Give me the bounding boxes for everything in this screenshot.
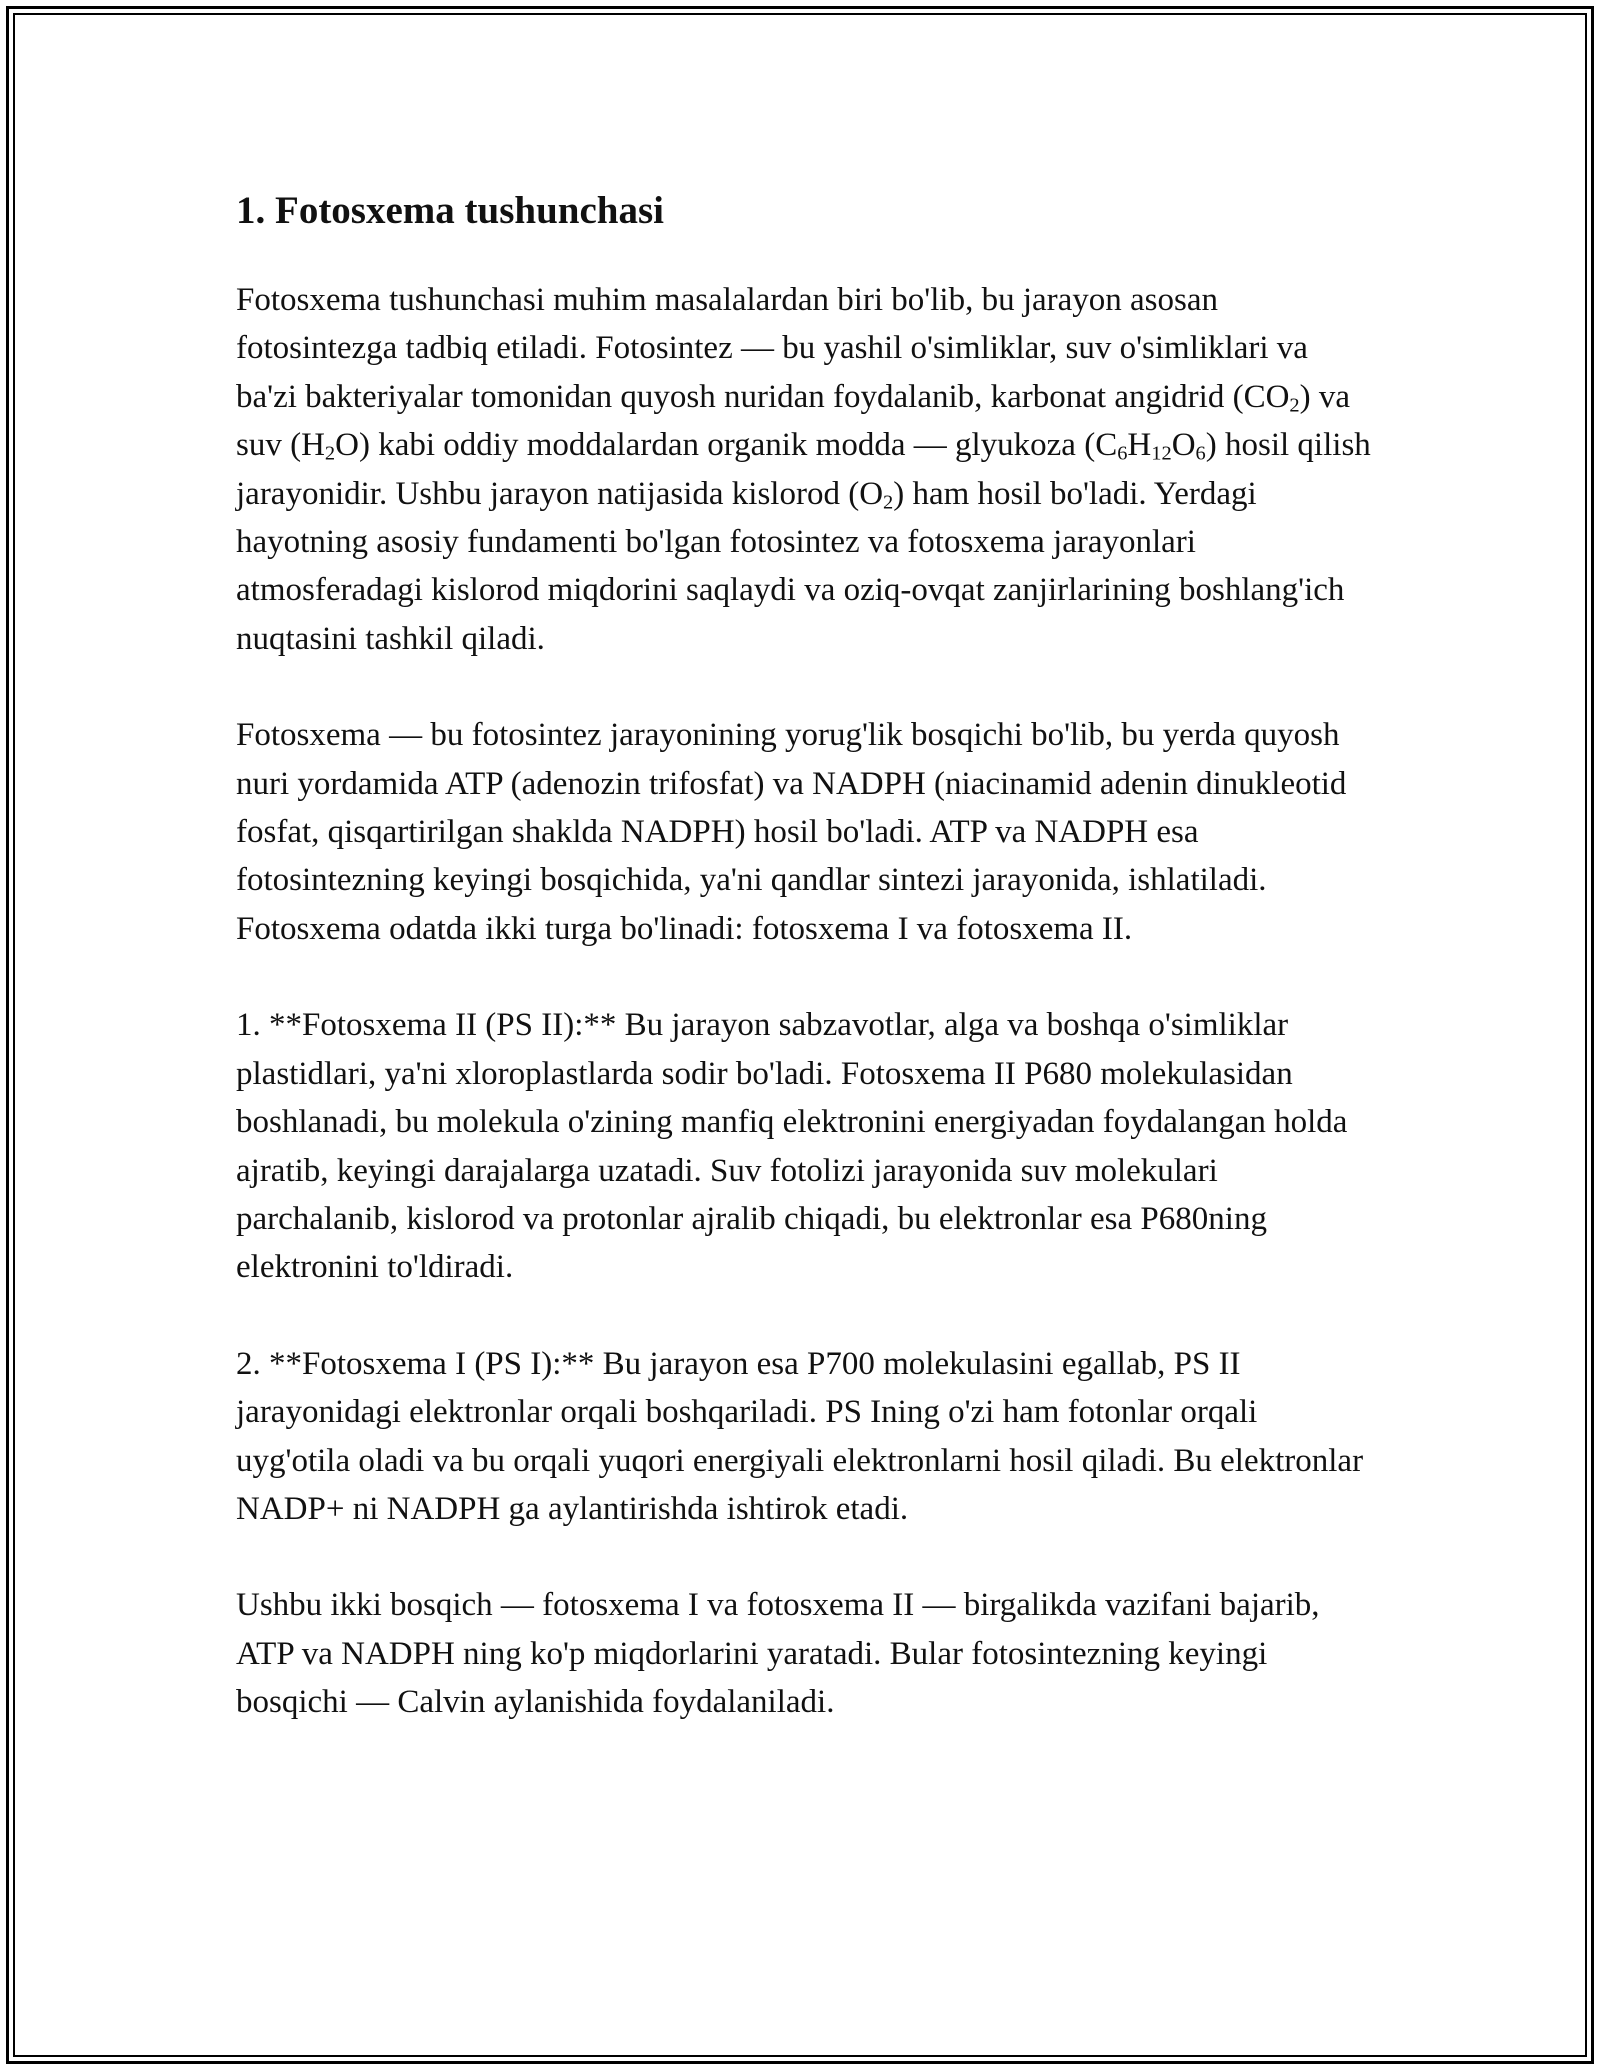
document-body [236, 186, 1376, 1775]
paragraph-ps-i: 2. **Fotosxema I (PS I):** Bu jarayon esa P700 molekulasini egallab, PS II jarayonidagi elektronlar orqali boshqariladi. PS Ining o'zi ham fotonlar orqali uyg'otila oladi va bu orqali yuqori energiyali elektronlarni hosil qiladi. Bu elektronlar NADP+ ni NADPH ga aylantirishda ishtirok etadi. [236, 1345, 1364, 1527]
section-heading: 1. Fotosxema tushunchasi [236, 189, 664, 232]
paragraph-fotosxema-definition: Fotosxema — bu fotosintez jarayonining yorug'lik bosqichi bo'lib, bu yerda quyosh nuri yordamida ATP (adenozin trifosfat) va NADPH (niacinamid adenin dinukleotid fosfat, qisqartirilgan shaklda NADPH) hosil bo'ladi. ATP va NADPH esa fotosintezning keyingi bosqichida, ya'ni qandlar sintezi jarayonida, ishlatiladi. Fotosxema odatda ikki turga bo'linadi: fotosxema I va fotosxema II. [236, 717, 1347, 947]
paragraph-intro: Fotosxema tushunchasi muhim masalalardan biri bo'lib, bu jarayon asosan fotosintezga tadbiq etiladi. Fotosintez — bu yashil o'simliklar, suv o'simliklari va ba'zi bakteriyalar tomonidan quyosh nuridan foydalanib, karbonat angidrid $(CO_2)$ va suv $(H_2O)$ kabi oddiy moddalardan organik modda — glyukoza $(C_6H_{12}O_6)$ hosil qilish jarayonidir. Ushbu jarayon natijasida kislorod $(O_2)$ ham hosil bo'ladi. Yerdagi hayotning asosiy fundamenti bo'lgan fotosintez va fotosxema jarayonlari atmosferadagi kislorod miqdorini saqlaydi va oziq-ovqat zanjirlarining boshlang'ich nuqtasini tashkil qiladi. [236, 282, 1371, 657]
paragraph-ps-ii: 1. **Fotosxema II (PS II):** Bu jarayon sabzavotlar, alga va boshqa o'simliklar plastidlari, ya'ni xloroplastlarda sodir bo'ladi. Fotosxema II P680 molekulasidan boshlanadi, bu molekula o'zining manfiq elektronini energiyadan foydalangan holda ajratib, keyingi darajalarga uzatadi. Suv fotolizi jarayonida suv molekulari parchalanib, kislorod va protonlar ajralib chiqadi, bu elektronlar esa P680ning elektronini to'ldiradi. [236, 1007, 1348, 1286]
paragraph-conclusion: Ushbu ikki bosqich — fotosxema I va fotosxema II — birgalikda vazifani bajarib, ATP va NADPH ning ko'p miqdorlarini yaratadi. Bular fotosintezning keyingi bosqichi — Calvin aylanishida foydalaniladi. [236, 1587, 1320, 1721]
